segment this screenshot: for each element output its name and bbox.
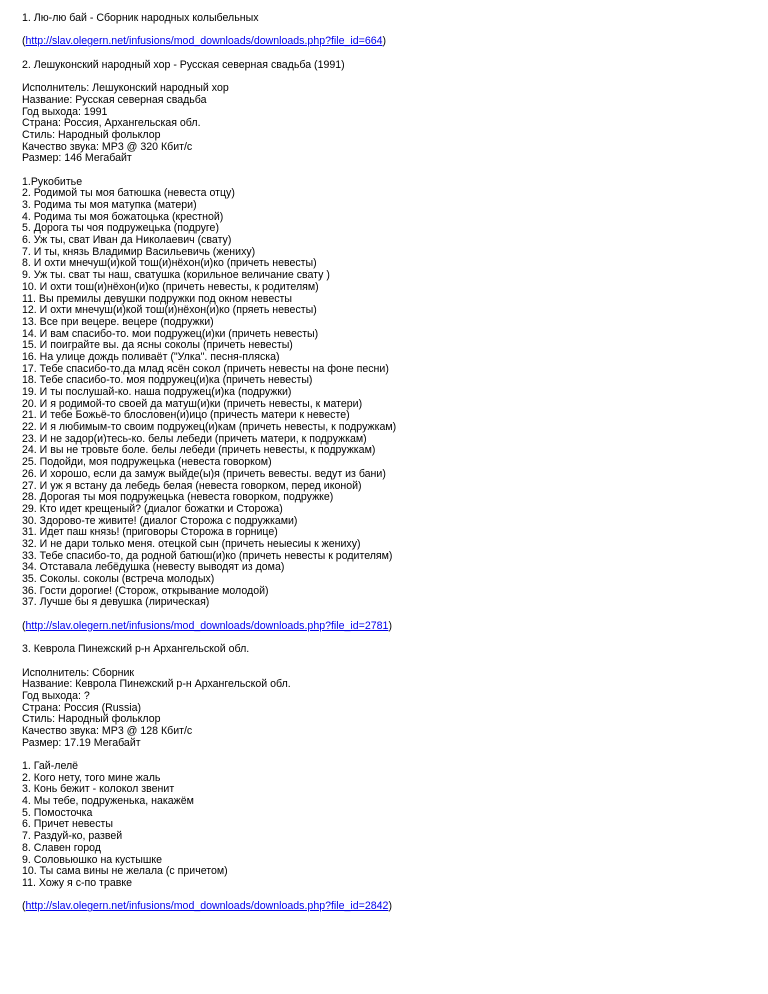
track-item: 27. И уж я встану да лебедь белая (невеста говорком, перед иконой) bbox=[22, 479, 362, 492]
info-line: Год выхода: 1991 bbox=[22, 105, 108, 118]
track-item: 22. И я любимым-то своим подружец(и)кам (причеть невесты, к подружкам) bbox=[22, 421, 397, 434]
track-item: 7. И ты, князь Владимир Васильевичь (жениху) bbox=[22, 245, 256, 258]
track-item: 28. Дорогая ты моя подружецька (невеста говорком, подружке) bbox=[22, 491, 334, 504]
track-item: 13. Все при вецере. вецере (подружки) bbox=[22, 315, 214, 328]
track-item: 37. Лучше бы я девушка (лирическая) bbox=[22, 596, 210, 609]
download-link[interactable]: http://slav.olegern.net/infusions/mod_downloads/downloads.php?file_id=664 bbox=[25, 35, 383, 48]
track-item: 6. Причет невесты bbox=[22, 818, 113, 831]
track-item: 8. И охти мнечуш(и)кой тош(и)нёхон(и)ко (причеть невесты) bbox=[22, 257, 317, 270]
track-item: 34. Отставала лебёдушка (невесту выводят из дома) bbox=[22, 561, 285, 574]
download-link[interactable]: http://slav.olegern.net/infusions/mod_downloads/downloads.php?file_id=2781 bbox=[25, 619, 389, 632]
track-item: 12. И охти мнечуш(и)кой тош(и)нёхон(и)ко (пряеть невесты) bbox=[22, 304, 317, 317]
track-item: 4. Родима ты моя божатоцька (крестной) bbox=[22, 210, 224, 223]
download-link-line: (http://slav.olegern.net/infusions/mod_downloads/downloads.php?file_id=2842) bbox=[22, 900, 392, 913]
track-item: 10. И охти тош(и)нёхон(и)ко (причеть невесты, к родителям) bbox=[22, 280, 319, 293]
track-item: 36. Гости дорогие! (Сторож, открывание молодой) bbox=[22, 584, 269, 597]
track-list bbox=[22, 177, 768, 609]
track-item: 3. Родима ты моя матупка (матери) bbox=[22, 199, 197, 211]
album-info bbox=[22, 83, 768, 165]
download-link-line: (http://slav.olegern.net/infusions/mod_downloads/downloads.php?file_id=664) bbox=[22, 35, 387, 48]
track-item: 1.Рукобитье bbox=[22, 175, 83, 188]
track-item: 29. Кто идет крещеный? (диалог божатки и Сторожа) bbox=[22, 502, 283, 515]
track-item: 20. И я родимой-то своей да матуш(и)ки (причеть невесты, к матери) bbox=[22, 397, 363, 410]
track-item: 11. Хожу я с-по травке bbox=[22, 876, 133, 889]
track-item: 33. Тебе спасибо-то, да родной батюш(и)ко (причеть невесты к родителям) bbox=[22, 549, 393, 562]
info-line: Качество звука: MP3 @ 128 Кбит/с bbox=[22, 724, 193, 737]
track-item: 30. Здорово-те живите! (диалог Сторожа с подружками) bbox=[22, 514, 298, 527]
track-item: 32. И не дари только меня. отецкой сын (причеть неыесиы к жениху) bbox=[22, 537, 361, 550]
track-item: 18. Тебе спасибо-то. моя подружец(и)ка (причеть невесты) bbox=[22, 374, 313, 387]
track-item: 21. И тебе Божьё-то блословен(и)ицо (причесть матери к невесте) bbox=[22, 409, 350, 422]
track-item: 5. Помосточка bbox=[22, 806, 93, 819]
track-item: 19. И ты послушай-ко. наша подружец(и)ка (подружки) bbox=[22, 386, 292, 398]
info-line: Размер: 146 Мегабайт bbox=[22, 152, 132, 165]
info-line: Название: Русская северная свадьба bbox=[22, 93, 207, 106]
info-line: Год выхода: ? bbox=[22, 689, 90, 702]
info-line: Размер: 17.19 Мегабайт bbox=[22, 736, 141, 749]
album-info bbox=[22, 668, 768, 750]
track-item: 14. И вам спасибо-то. мои подружец(и)ки (причеть невесты) bbox=[22, 327, 319, 340]
track-list bbox=[22, 761, 768, 890]
section-heading: 2. Лешуконский народный хор - Русская северная свадьба (1991) bbox=[22, 58, 345, 71]
track-item: 2. Родимой ты моя батюшка (невеста отцу) bbox=[22, 187, 235, 200]
track-item: 24. И вы не тровьте боле. белы лебеди (причеть невесты, к подружкам) bbox=[22, 444, 376, 457]
info-line: Качество звука: MP3 @ 320 Кбит/с bbox=[22, 140, 193, 153]
download-link-line: (http://slav.olegern.net/infusions/mod_downloads/downloads.php?file_id=2781) bbox=[22, 619, 392, 632]
info-line: Стиль: Народный фольклор bbox=[22, 128, 161, 141]
track-item: 7. Раздуй-ко, развей bbox=[22, 830, 123, 843]
info-line: Страна: Россия (Russia) bbox=[22, 701, 142, 714]
section-heading: 3. Кеврола Пинежский р-н Архангельской обл. bbox=[22, 643, 250, 656]
track-item: 1. Гай-лелё bbox=[22, 760, 79, 772]
section-heading: 1. Лю-лю бай - Сборник народных колыбельных bbox=[22, 12, 259, 24]
track-item: 6. Уж ты, сват Иван да Николаевич (свату) bbox=[22, 234, 232, 247]
track-item: 4. Мы тебе, подруженька, накажём bbox=[22, 795, 194, 808]
track-item: 10. Ты сама вины не желала (с причетом) bbox=[22, 865, 228, 878]
info-line: Название: Кеврола Пинежский р-н Архангельской обл. bbox=[22, 678, 291, 691]
info-line: Страна: Россия, Архангельская обл. bbox=[22, 117, 201, 130]
track-item: 26. И хорошо, если да замуж выйде(ы)я (причеть вевесты. ведут из бани) bbox=[22, 467, 386, 480]
info-line: Исполнитель: Лешуконский народный хор bbox=[22, 82, 229, 95]
info-line: Исполнитель: Сборник bbox=[22, 666, 135, 679]
track-item: 5. Дорога ты чоя подружецька (подруге) bbox=[22, 222, 219, 235]
track-item: 15. И поиграйте вы. да ясны соколы (причеть невесты) bbox=[22, 339, 293, 352]
track-item: 9. Уж ты. сват ты наш, сватушка (корильное величание свату ) bbox=[22, 269, 330, 282]
track-item: 16. На улице дождь поливаёт ("Улка". песня-пляска) bbox=[22, 350, 280, 363]
track-item: 8. Славен город bbox=[22, 841, 101, 854]
track-item: 23. И не задор(и)тесь-ко. белы лебеди (причеть матери, к подружкам) bbox=[22, 432, 367, 445]
info-line: Стиль: Народный фольклор bbox=[22, 713, 161, 726]
track-item: 9. Соловьюшко на кустышке bbox=[22, 853, 162, 866]
track-item: 3. Конь бежит - колокол звенит bbox=[22, 783, 175, 796]
track-item: 35. Соколы. соколы (встреча молодых) bbox=[22, 573, 215, 585]
track-item: 2. Кого нету, того мине жаль bbox=[22, 771, 161, 784]
download-link[interactable]: http://slav.olegern.net/infusions/mod_downloads/downloads.php?file_id=2842 bbox=[25, 900, 389, 913]
track-item: 31. Идет паш князь! (приговоры Сторожа в горнице) bbox=[22, 526, 278, 539]
track-item: 25. Подойди, моя подружецька (невеста говорком) bbox=[22, 456, 272, 469]
track-item: 17. Тебе спасибо-то.да млад ясён сокол (причеть невесты на фоне песни) bbox=[22, 362, 389, 375]
track-item: 11. Вы премилы девушки подружки под окном невесты bbox=[22, 292, 292, 305]
